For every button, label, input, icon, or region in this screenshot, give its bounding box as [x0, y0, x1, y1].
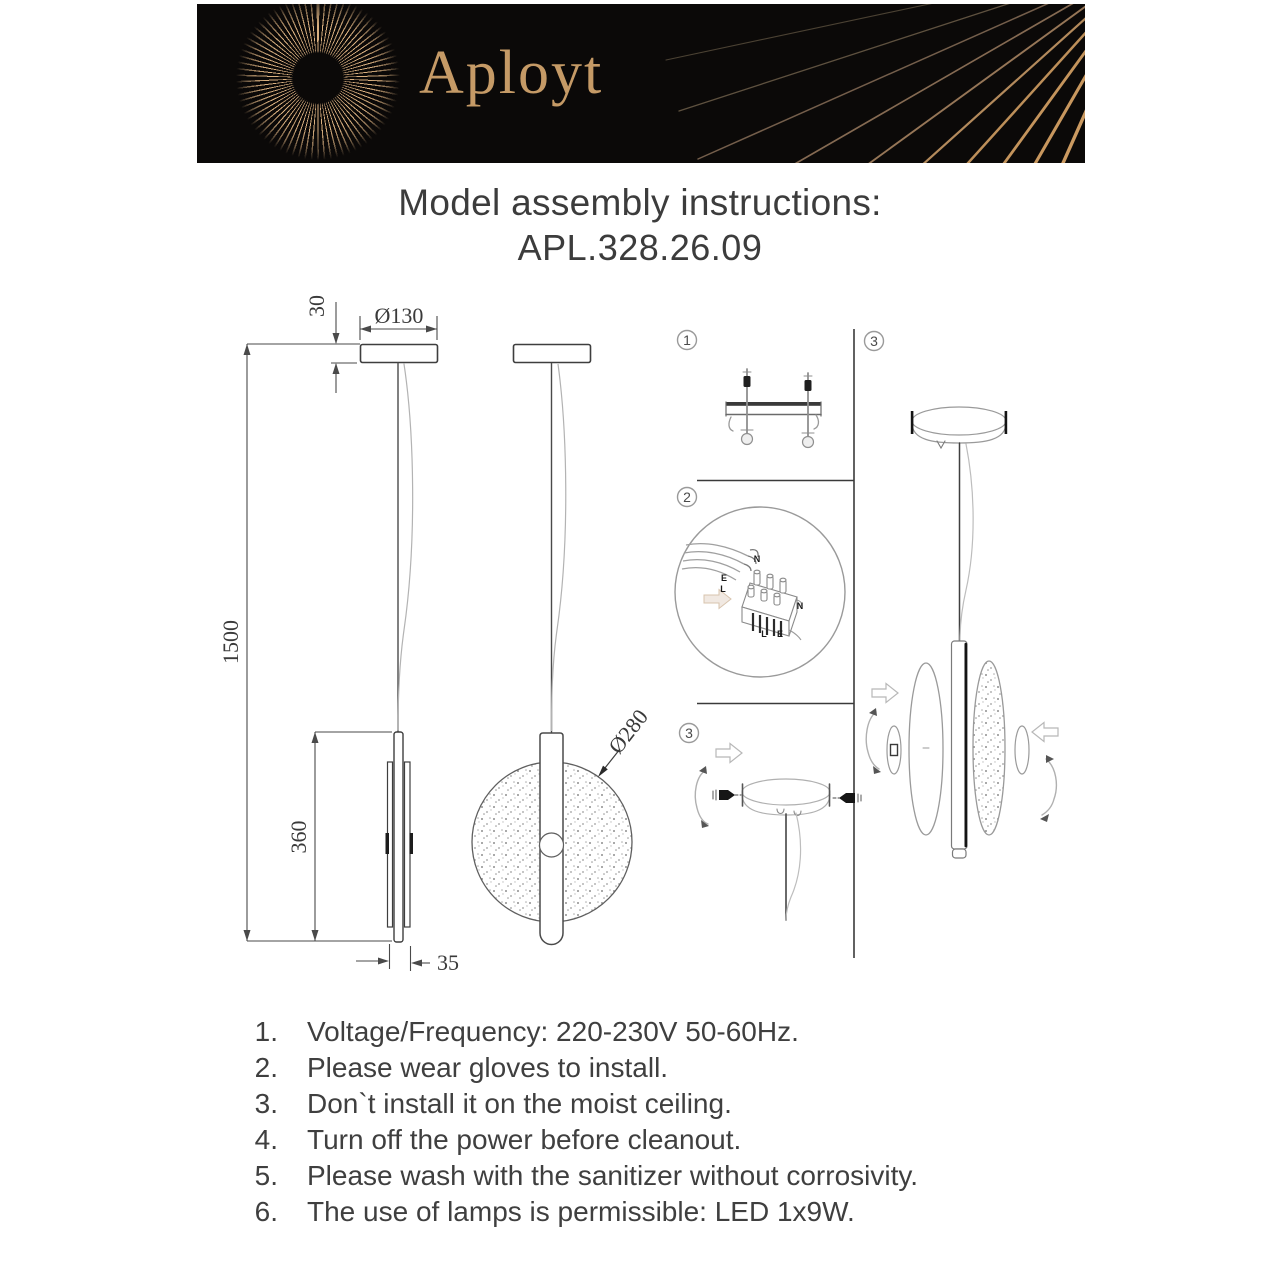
list-item — [252, 1014, 1092, 1050]
screw-left — [741, 369, 753, 445]
item-number: 5. — [254, 1160, 278, 1191]
item-number: 6. — [254, 1196, 278, 1227]
list-item — [252, 1158, 1092, 1194]
center-hole — [540, 833, 564, 857]
wire-label-l-bottom: L — [761, 629, 767, 639]
side-screw-right — [833, 793, 861, 803]
brand-name: Aployt — [419, 39, 604, 107]
cable-gland — [777, 809, 784, 814]
item-text: Please wash with the sanitizer without corrosivity. — [307, 1160, 919, 1191]
leader-arrowhead — [598, 766, 608, 777]
direction-arrow-icon — [716, 744, 742, 763]
dim-total-drop: 1500 — [218, 620, 243, 664]
wire-label-l-left: L — [720, 584, 726, 594]
side-view — [361, 345, 438, 943]
dim-shade-height: 360 — [286, 820, 311, 854]
tube-side — [394, 732, 403, 942]
dim-canopy-height: 30 — [304, 295, 329, 317]
canopy-top — [742, 779, 830, 805]
step-3-right-panel — [866, 407, 1058, 858]
wire-label-e-bottom: E — [776, 629, 784, 639]
wire-label-n-right: N — [796, 601, 804, 611]
connector-tab-right — [410, 833, 414, 854]
plain-disc — [909, 663, 943, 835]
item-number: 3. — [254, 1088, 278, 1119]
list-item — [252, 1086, 1092, 1122]
bracket-hook-right — [814, 415, 818, 429]
list-item — [252, 1194, 1092, 1230]
item-text: Don`t install it on the moist ceiling. — [307, 1088, 732, 1119]
side-screw-left — [713, 790, 741, 800]
lock-ring — [1015, 726, 1029, 774]
step2-badge: 2 — [683, 489, 691, 505]
step3-badge: 3 — [685, 725, 693, 741]
direction-arrow-icon — [872, 684, 898, 703]
page-title: Model assembly instructions: — [398, 182, 882, 223]
power-wire — [786, 813, 801, 920]
list-item — [252, 1050, 1092, 1086]
canopy-side — [361, 345, 438, 363]
item-number: 2. — [254, 1052, 278, 1083]
wire-label-n-top: N — [753, 554, 761, 564]
instructions-list — [252, 1014, 1092, 1230]
model-number: APL.328.26.09 — [517, 227, 763, 268]
wire-label-e-left: E — [720, 573, 728, 583]
item-text: The use of lamps is permissible: LED 1x9W. — [307, 1196, 855, 1227]
step1-badge: 1 — [683, 332, 691, 348]
dim-shade-thickness: 35 — [437, 950, 459, 975]
bracket-hook-left — [729, 417, 733, 431]
tube-end-cap — [953, 849, 967, 858]
item-number: 1. — [254, 1016, 278, 1047]
power-wire — [552, 364, 566, 731]
connector-tab-left — [386, 833, 390, 854]
item-text: Turn off the power before cleanout. — [307, 1124, 742, 1155]
step-3-panel — [695, 744, 861, 921]
lock-nut — [891, 745, 898, 756]
power-wire — [960, 444, 973, 640]
step3-right-badge: 3 — [870, 333, 878, 349]
stippled-disc — [973, 661, 1005, 835]
rotate-arrow-icon — [695, 770, 708, 824]
list-item — [252, 1122, 1092, 1158]
screw-right — [802, 373, 814, 448]
power-wire — [398, 364, 413, 730]
rotate-arrow-icon — [866, 712, 879, 769]
item-number: 4. — [254, 1124, 278, 1155]
item-text: Voltage/Frequency: 220-230V 50-60Hz. — [307, 1016, 799, 1047]
canopy-top — [912, 407, 1006, 435]
dim-canopy-diameter: Ø130 — [374, 303, 424, 328]
step-1-panel — [726, 369, 821, 448]
canopy-front — [514, 345, 591, 363]
disc-edge-right — [405, 762, 411, 927]
item-text: Please wear gloves to install. — [307, 1052, 669, 1083]
direction-arrow-icon — [1032, 723, 1058, 742]
front-view — [472, 345, 632, 945]
step-2-panel — [675, 507, 845, 677]
dim-disc-diameter: Ø280 — [603, 704, 653, 759]
rotate-arrow-icon — [1042, 759, 1056, 815]
